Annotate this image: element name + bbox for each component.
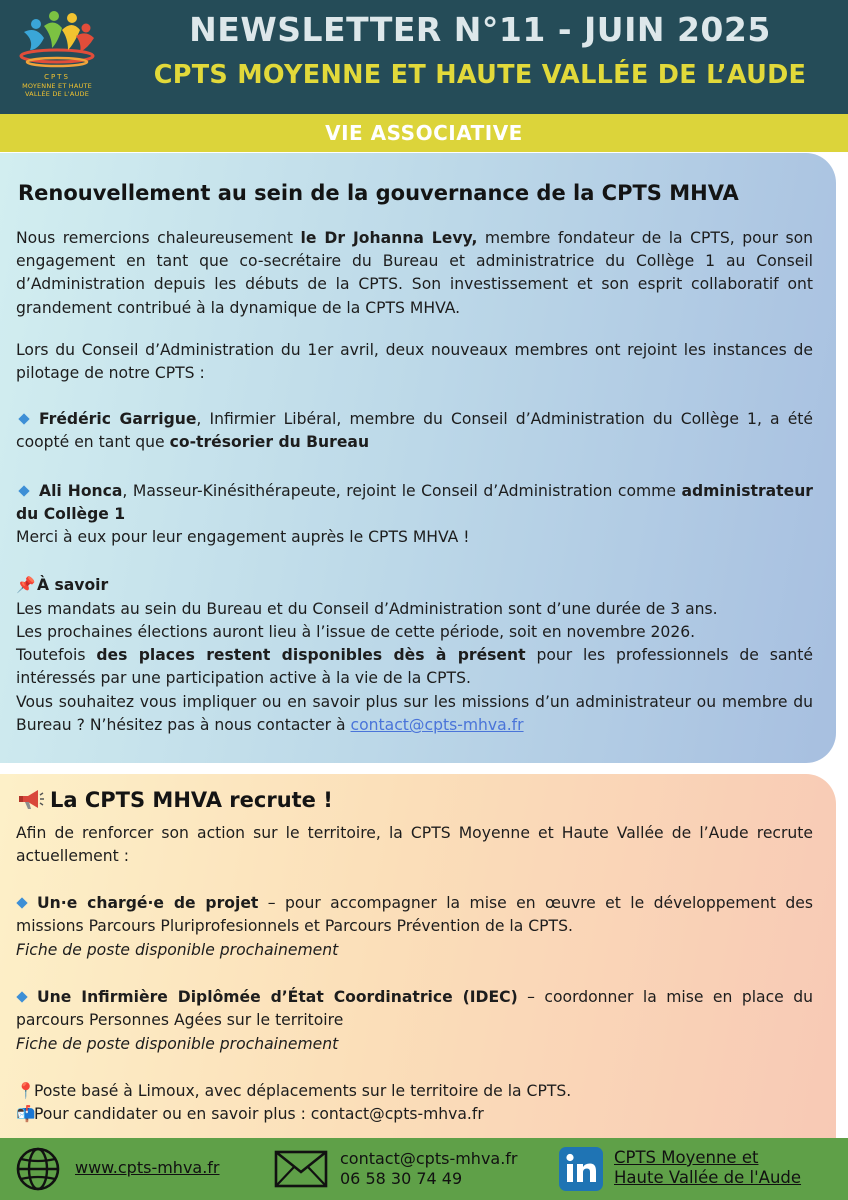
megaphone-icon xyxy=(18,788,44,810)
job-item-project-manager: Un·e chargé·e de projet – pour accompagner la mise en œuvre et le développement des missions Parcours Pluriprofesionnels et Parcours Prévention de la CPTS. xyxy=(16,894,814,936)
envelope-icon xyxy=(274,1150,328,1188)
newsletter-subtitle: CPTS MOYENNE ET HAUTE VALLÉE DE L’AUDE xyxy=(153,60,807,90)
map-pin-icon: 📍 xyxy=(16,1082,36,1100)
job1-note: Fiche de poste disponible prochainement xyxy=(16,941,339,959)
recruiting-intro: Afin de renforcer son action sur le territoire, la CPTS Moyenne et Haute Vallée de l’Aude recrute actuellement : xyxy=(16,824,813,866)
mailbox-icon: 📬 xyxy=(16,1105,36,1123)
section-band: VIE ASSOCIATIVE xyxy=(0,114,848,152)
diamond-bullet-icon xyxy=(16,991,27,1002)
location-line: 📍Poste basé à Limoux, avec déplacements sur le territoire de la CPTS. xyxy=(16,1080,813,1103)
recruiting-title: La CPTS MHVA recrute ! xyxy=(18,788,333,812)
info-line-3: Toutefois des places restent disponibles dès à présent pour les professionnels de santé intéressés par une participation active à la vie de la CPTS. xyxy=(16,646,813,688)
governance-paragraph-2: Lors du Conseil d’Administration du 1er avril, deux nouveaux membres ont rejoint les instances de pilotage de notre CPTS : xyxy=(16,341,813,383)
linkedin-icon[interactable] xyxy=(559,1147,603,1191)
footer-phone[interactable]: 06 58 30 74 49 xyxy=(340,1169,463,1188)
globe-icon xyxy=(15,1146,61,1192)
member-item-garrigue: Frédéric Garrigue, Infirmier Libéral, membre du Conseil d’Administration du Collège 1, a été coopté en tant que co-trésorier du Bureau xyxy=(16,410,813,452)
pushpin-icon: 📌 xyxy=(16,576,36,594)
logo-text-line2: MOYENNE ET HAUTE xyxy=(22,82,92,90)
member-item-honca: Ali Honca, Masseur-Kinésithérapeute, rejoint le Conseil d’Administration comme administrateur du Collège 1 xyxy=(16,482,813,524)
recruiting-card xyxy=(0,774,836,1138)
info-line-2: Les prochaines élections auront lieu à l’issue de cette période, soit en novembre 2026. xyxy=(16,623,696,641)
cpts-logo xyxy=(14,6,100,104)
job-item-idec: Une Infirmière Diplômée d’État Coordinatrice (IDEC) – coordonner la mise en place du parcours Personnes Agées sur le territoire xyxy=(16,988,814,1030)
logo-figures-icon xyxy=(14,6,100,72)
diamond-bullet-icon xyxy=(18,485,29,496)
thanks-text: Merci à eux pour leur engagement auprès le CPTS MHVA ! xyxy=(16,528,470,546)
diamond-bullet-icon xyxy=(18,413,29,424)
diamond-bullet-icon xyxy=(16,897,27,908)
info-line-1: Les mandats au sein du Bureau et du Conseil d’Administration sont d’une durée de 3 ans. xyxy=(16,600,718,618)
footer-linkedin-line2[interactable]: Haute Vallée de l'Aude xyxy=(614,1168,802,1187)
footer xyxy=(0,1138,848,1200)
johanna-levy-name: le Dr Johanna Levy, xyxy=(300,229,478,247)
governance-paragraph-1: Nous remercions chaleureusement le Dr Johanna Levy, membre fondateur de la CPTS, pour son engagement en tant que co-secrétaire du Bureau et administratrice du Collège 1 au Conseil d’Administration depuis les débuts de la CPTS. Son investissement et son esprit collaboratif ont grandement contribué à la dynamique de la CPTS MHVA. xyxy=(16,229,814,317)
info-line-4: Vous souhaitez vous impliquer ou en savoir plus sur les missions d’un administrateur ou membre du Bureau ? N’hésitez pas à nous contacter à contact@cpts-mhva.fr xyxy=(16,693,813,735)
contact-email-link[interactable]: contact@cpts-mhva.fr xyxy=(350,716,524,735)
footer-website-link[interactable]: www.cpts-mhva.fr xyxy=(75,1158,220,1177)
logo-text-line3: VALLÉE DE L'AUDE xyxy=(24,90,90,98)
apply-line: 📬Pour candidater ou en savoir plus : contact@cpts-mhva.fr xyxy=(16,1103,813,1126)
footer-linkedin-line1[interactable]: CPTS Moyenne et xyxy=(614,1148,759,1167)
footer-email[interactable]: contact@cpts-mhva.fr xyxy=(340,1149,518,1168)
logo-text-line1: CPTS xyxy=(44,73,70,81)
governance-card xyxy=(0,153,836,763)
newsletter-title: NEWSLETTER N°11 - JUIN 2025 xyxy=(189,10,771,49)
governance-title: Renouvellement au sein de la gouvernance de la CPTS MHVA xyxy=(18,181,739,205)
header xyxy=(0,0,848,115)
job2-note: Fiche de poste disponible prochainement xyxy=(16,1035,339,1053)
info-heading: 📌 À savoir xyxy=(16,574,813,597)
